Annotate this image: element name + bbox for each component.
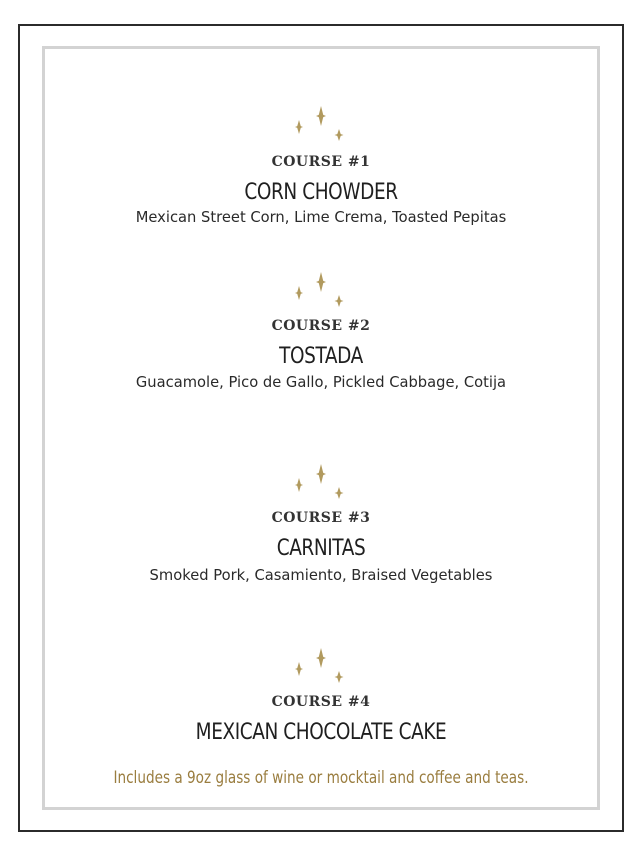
course-description: Guacamole, Pico de Gallo, Pickled Cabbage, Cotija bbox=[135, 373, 507, 391]
course-title: CORN CHOWDER bbox=[244, 180, 398, 205]
course-description: Smoked Pork, Casamiento, Braised Vegetables bbox=[149, 566, 493, 584]
course-label: COURSE #2 bbox=[271, 318, 371, 334]
sparkle-icon bbox=[291, 462, 351, 506]
pairing-footnote: Includes a 9oz glass of wine or mocktail and coffee and teas. bbox=[113, 768, 529, 788]
sparkle-icon bbox=[291, 646, 351, 690]
course-title: MEXICAN CHOCOLATE CAKE bbox=[195, 720, 447, 745]
course-label: COURSE #1 bbox=[271, 154, 371, 170]
course-label: COURSE #3 bbox=[271, 510, 371, 526]
sparkle-icon bbox=[291, 104, 351, 148]
course-description: Mexican Street Corn, Lime Crema, Toasted Pepitas bbox=[135, 208, 507, 226]
course-title: CARNITAS bbox=[276, 536, 366, 561]
course-label: COURSE #4 bbox=[271, 694, 371, 710]
course-title: TOSTADA bbox=[279, 344, 363, 369]
sparkle-icon bbox=[291, 270, 351, 314]
